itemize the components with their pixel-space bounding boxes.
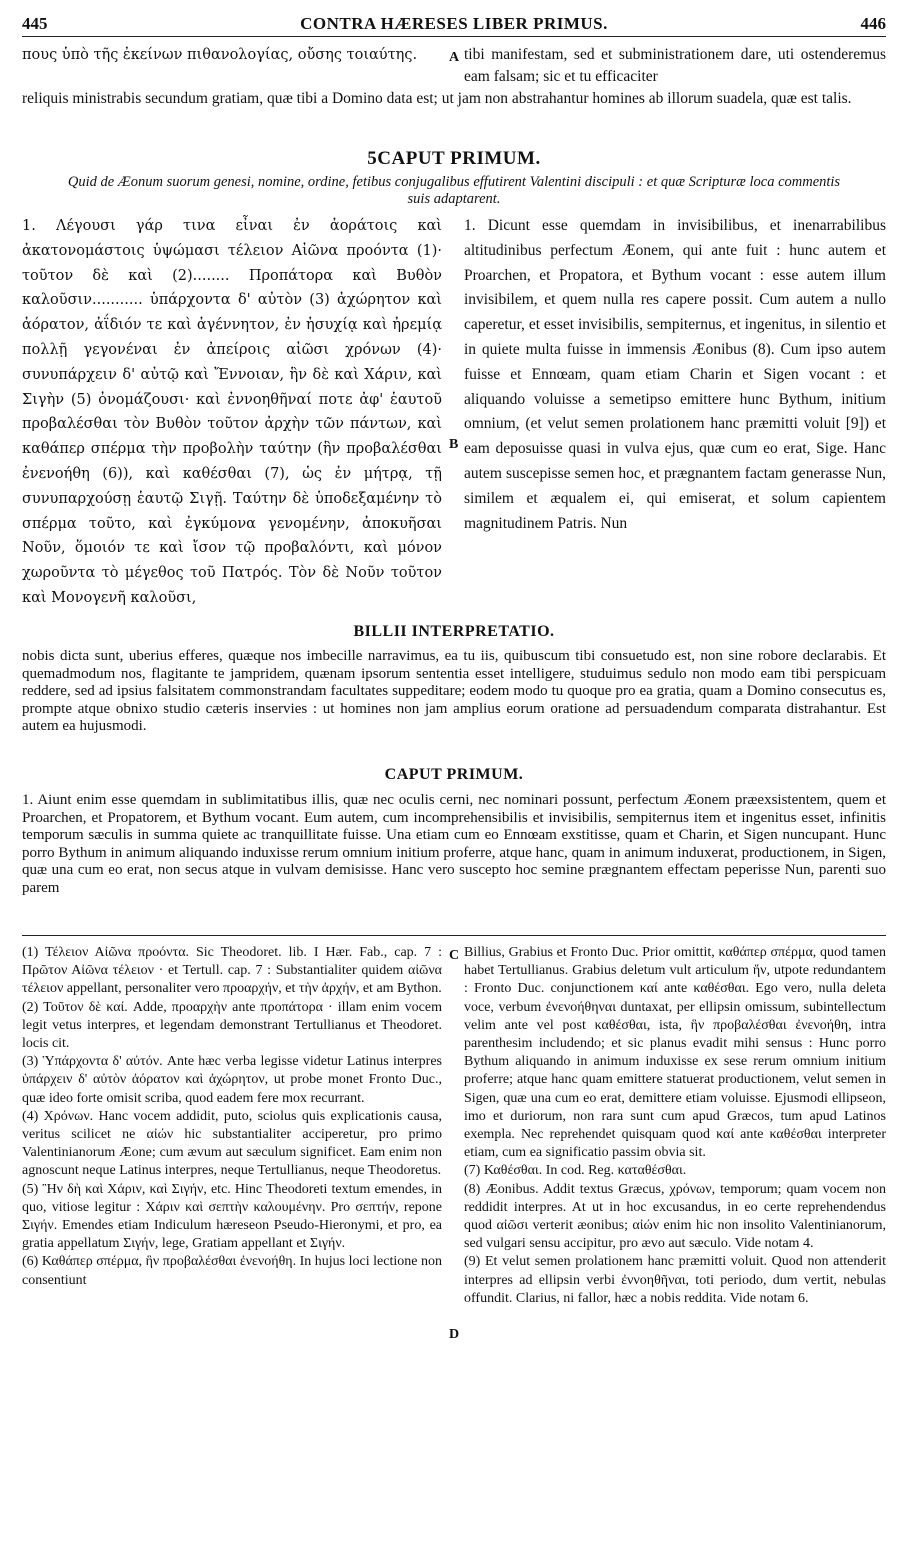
caput-number: 5 [367,148,378,169]
note-6-continued: Billius, Grabius et Fronto Duc. Prior omittit, καθάπερ σπέρμα, quod tamen habet Tertullianus. Grabius deletum vult articulum ἥν, utpote redundantem : Fronto Duc. conjunctionem καί ante καθέσθαι. Ego vero, nulla deleta voce, verbum ἐνενοήθηναι duntaxat, per ellipsin omissum, subintellectum velim ante vel post καθέσθαι, ista, ἣν προβαλέσθαι ἐνενοήθη, intra parenthesim includendo; et sic planus evadit mihi sensus : Hunc porro Bythum aliquando in animum induxisse ex sese rerum omnium initium proferre; atque hanc quam emittere statuerat productionem, velut semen in Sigen, quæ una cum eo erat, demittere etiam voluisse. Ejusmodi ellipseon, imo et duriorum, non rara sunt cum apud Græcos, tum apud Latinos exempla. Nec reprehendet quisquam quod καί ante καθέσθαι interpreter etiam, cum ea significatio passim obvia sit. [464,945,886,1161]
note-3: (3) Ὑπάρχοντα δ' αὐτόν. Ante hæc verba legisse videtur Latinus interpres ὑπάρχειν δ' αὐτὸν ἀόρατον καὶ ἀχώρητον, ut probe monet Fronto Duc., quæ ideo forte omisit scriba, quod eadem fere mox recurrant. [22,1054,442,1106]
top-latin-right: tibi manifestam, sed et subministrationem dare, uti ostenderemus eam falsam; sic et tu efficaciter [464,46,886,85]
margin-marker-c: C [449,948,460,963]
billii-caput-title: CAPUT PRIMUM. [384,766,524,783]
caput-heading [22,148,886,170]
note-7: (7) Καθέσθαι. In cod. Reg. καταθέσθαι. [464,1163,687,1179]
running-title: CONTRA HÆRESES LIBER PRIMUS. [300,14,608,33]
caput-subtitle: Quid de Æonum suorum genesi, nomine, ordine, fetibus conjugalibus effutirent Valentini discipuli : et quæ Scripturæ loca commentis suis adaptarent. [67,174,841,207]
note-5: (5) Ἣν δὴ καὶ Χάριν, καὶ Σιγήν, etc. Hinc Theodoreti textum emendes, in quo, vitiose legitur : Χάριν καὶ σεπτὴν καλουμένην. Pro σεπτήν, repone Σιγήν. Emendes etiam Indiculum hæreseon Pseudo-Hieronymi, et pro, ea gratia appellatum Σιγήν, lege, Gratiam appellant et Σιγήν. [22,1181,442,1252]
caput-title: CAPUT PRIMUM. [377,148,541,169]
page-number-right: 446 [860,14,886,33]
note-2: (2) Τοῦτον δὲ καί. Adde, προαρχὴν ante προπάτορα · illam enim vocem legit vetus interpres, et legendam demonstrant Tertullianus et Theodoret. locis cit. [22,999,442,1052]
billii-heading: BILLII INTERPRETATIO. [353,623,555,640]
page-number-left: 445 [22,14,48,33]
running-header [22,14,886,37]
margin-marker-b: B [449,437,459,452]
billii-text: nobis dicta sunt, uberius efferes, quæque nos imbecille narravimus, ea tu iis, quibuscum tibi consuetudo est, non sine robore declarabis. Et quemadmodum nos, flagitante te jampridem, quænam ipsorum sententia esset intelligere, studuimus sedulo non modo eam tibi perspicuam reddere, sed ad ipsius falsitatem commonstrandam facultates suppeditare; eodem modo tu quoque pro ea gratia, quam a Domino consecutus es, prompte atque obnixo studio cæteris inservies : ut homines non jam amplius eorum oratione ad persuadendum comparata distrahantur. Est autem ea hujusmodi. [22,648,886,734]
margin-marker-a: A [449,50,460,65]
note-9: (9) Et velut semen prolationem hanc præmitti voluit. Quod non attenderit interpres ad ellipsin verbi ἐννοηθῆναι, toti periodo, dum vertit, nebulas offundit. Clarius, ni fallor, hæc a nobis reddita. Vide notam 6. [464,1254,886,1306]
notes-right-column [464,944,886,1308]
note-1: (1) Τέλειον Αἰῶνα προόντα. Sic Theodoret. lib. I Hær. Fab., cap. 7 : Πρῶτον Αἰῶνα τέλειον · et Tertull. cap. 7 : Substantialiter quidem αἰῶνα τέλειον appellant, personaliter vero προαρχήν, et τὴν ἀρχήν, et am Bython. [22,945,442,997]
note-6: (6) Καθάπερ σπέρμα, ἣν προβαλέσθαι ἐνενοήθη. In hujus loci lectione non consentiunt [22,1254,442,1288]
note-8: (8) Æonibus. Addit textus Græcus, χρόνων, temporum; quam vocem non reddidit interpres. At ut in hoc excusandus, in eo certe reprehendendus quod αἰῶσι verterit æonibus; αἰών enim hic non insolito Valentinianorum, sed vulgari sensu accipitur, pro ævo aut sæculo. Vide notam 4. [464,1181,886,1252]
margin-marker-d: D [449,1327,460,1342]
top-greek: πους ὑπὸ τῆς ἐκείνων πιθανολογίας, οὔσης τοιαύτης. [22,47,418,63]
main-latin-column: 1. Dicunt esse quemdam in invisibilibus, et inenarrabilibus altitudinibus perfectum Æonem, qui ante fuit : hunc autem et Proarchen, et Propatora, et Bythum vocant : esse autem illum invisibilem, et quem nulla res capere possit. Cum autem a nullo caperetur, et esset invisibilis, sempiternus, et ingenitus, in silentio et in quiete multa fuisse in immensis Æonibus (8). Cum ipso autem fuisse et Ennœam, quam etiam Charin et Sigen vocant : et aliquando voluisse a semetipso emittere hunc Bythum, initium omnium, (et velut semen prolationem hanc præmitti voluit [9]) et eam deposuisse quasi in vulva ejus, quæ cum eo erat, Sige. Hanc autem suscepisse semen hoc, et prægnantem factam generasse Nun, similem et æqualem ei, qui emiserat, et solum capientem magnitudinem Patris. Nun [464,217,886,532]
notes-left-column [22,944,442,1290]
top-latin-full: reliquis ministrabis secundum gratiam, quæ tibi a Domino data est; ut jam non abstrahantur homines ab illorum suadela, quæ est talis. [22,90,852,107]
note-4: (4) Χρόνων. Hanc vocem addidit, puto, sciolus quis explicationis causa, veritus scilicet ne αἰών hic substantialiter acciperetur, pro primo Valentinianorum Æone; cum ævum aut sæculum significet. Eam enim non agnoscunt neque Latinus interpres, neque Tertullianus, neque Theodoretus. [22,1108,442,1179]
notes-divider [22,935,886,936]
billii-caput-text: 1. Aiunt enim esse quemdam in sublimitatibus illis, quæ nec oculis cerni, nec nominari possunt, perfectum Æonem præexsistentem, quem et Proarchen, et Propatorem, et Bythum vocant. Eum autem, cum incomprehensibilis et invisibilis, sempiternus item et ingenitus esset, infinitis temporum sæculis in summa quiete ac tranquillitate fuisse. Una etiam cum eo Ennœam exstitisse, quam et Charin, et Sigen nuncupant. Hunc porro Bythum in animum aliquando induxisse rerum omnium initium proferre, atque hanc, quam in animum induxerat, productionem, in Sigen, quæ una cum eo erat, non secus atque in vulvam demisisse. Hanc vero suscepto hoc semine prægnantem effectam peperisse Nun, parenti suo parem [22,792,886,896]
main-greek-column: 1. Λέγουσι γάρ τινα εἶναι ἐν ἀοράτοις καὶ ἀκατονομάστοις ὑψώμασι τέλειον Αἰῶνα προόντα (1)· τοῦτον δὲ καὶ (2)........ Προπάτορα καὶ Βυθὸν καλοῦσιν........... ὑπάρχοντα δ' αὐτὸν (3) ἀχώρητον καὶ ἀόρατον, ἀΐδιόν τε καὶ ἀγέννητον, ἐν ἡσυχίᾳ καὶ ἠρεμίᾳ πολλῇ γεγονέναι ἐν ἀπείροις αἰῶσι χρόνων (4)· συνυπάρχειν δ' αὐτῷ καὶ Ἔννοιαν, ἣν δὲ καὶ Χάριν, καὶ Σιγὴν (5) ὀνομάζουσι· καὶ ἐννοηθῆναί ποτε ἀφ' ἑαυτοῦ προβαλέσθαι τὸν Βυθὸν τοῦτον ἀρχὴν τῶν πάντων, καὶ καθάπερ σπέρμα τὴν προβολὴν ταύτην (ἣν προβαλέσθαι ἐνενοήθη (6)), καὶ καθέσθαι (7), ὡς ἐν μήτρᾳ, τῇ συνυπαρχούσῃ ἑαυτῷ Σιγῇ. Ταύτην δὲ ὑποδεξαμένην τὸ σπέρμα τοῦτο, καὶ ἐγκύμονα γενομένην, ἀποκυῆσαι Νοῦν, ὅμοιόν τε καὶ ἴσον τῷ προβαλόντι, καὶ μόνον χωροῦντα τὸ μέγεθος τοῦ Πατρός. Τὸν δὲ Νοῦν τοῦτον καὶ Μονογενῆ καλοῦσι, [22,218,442,606]
